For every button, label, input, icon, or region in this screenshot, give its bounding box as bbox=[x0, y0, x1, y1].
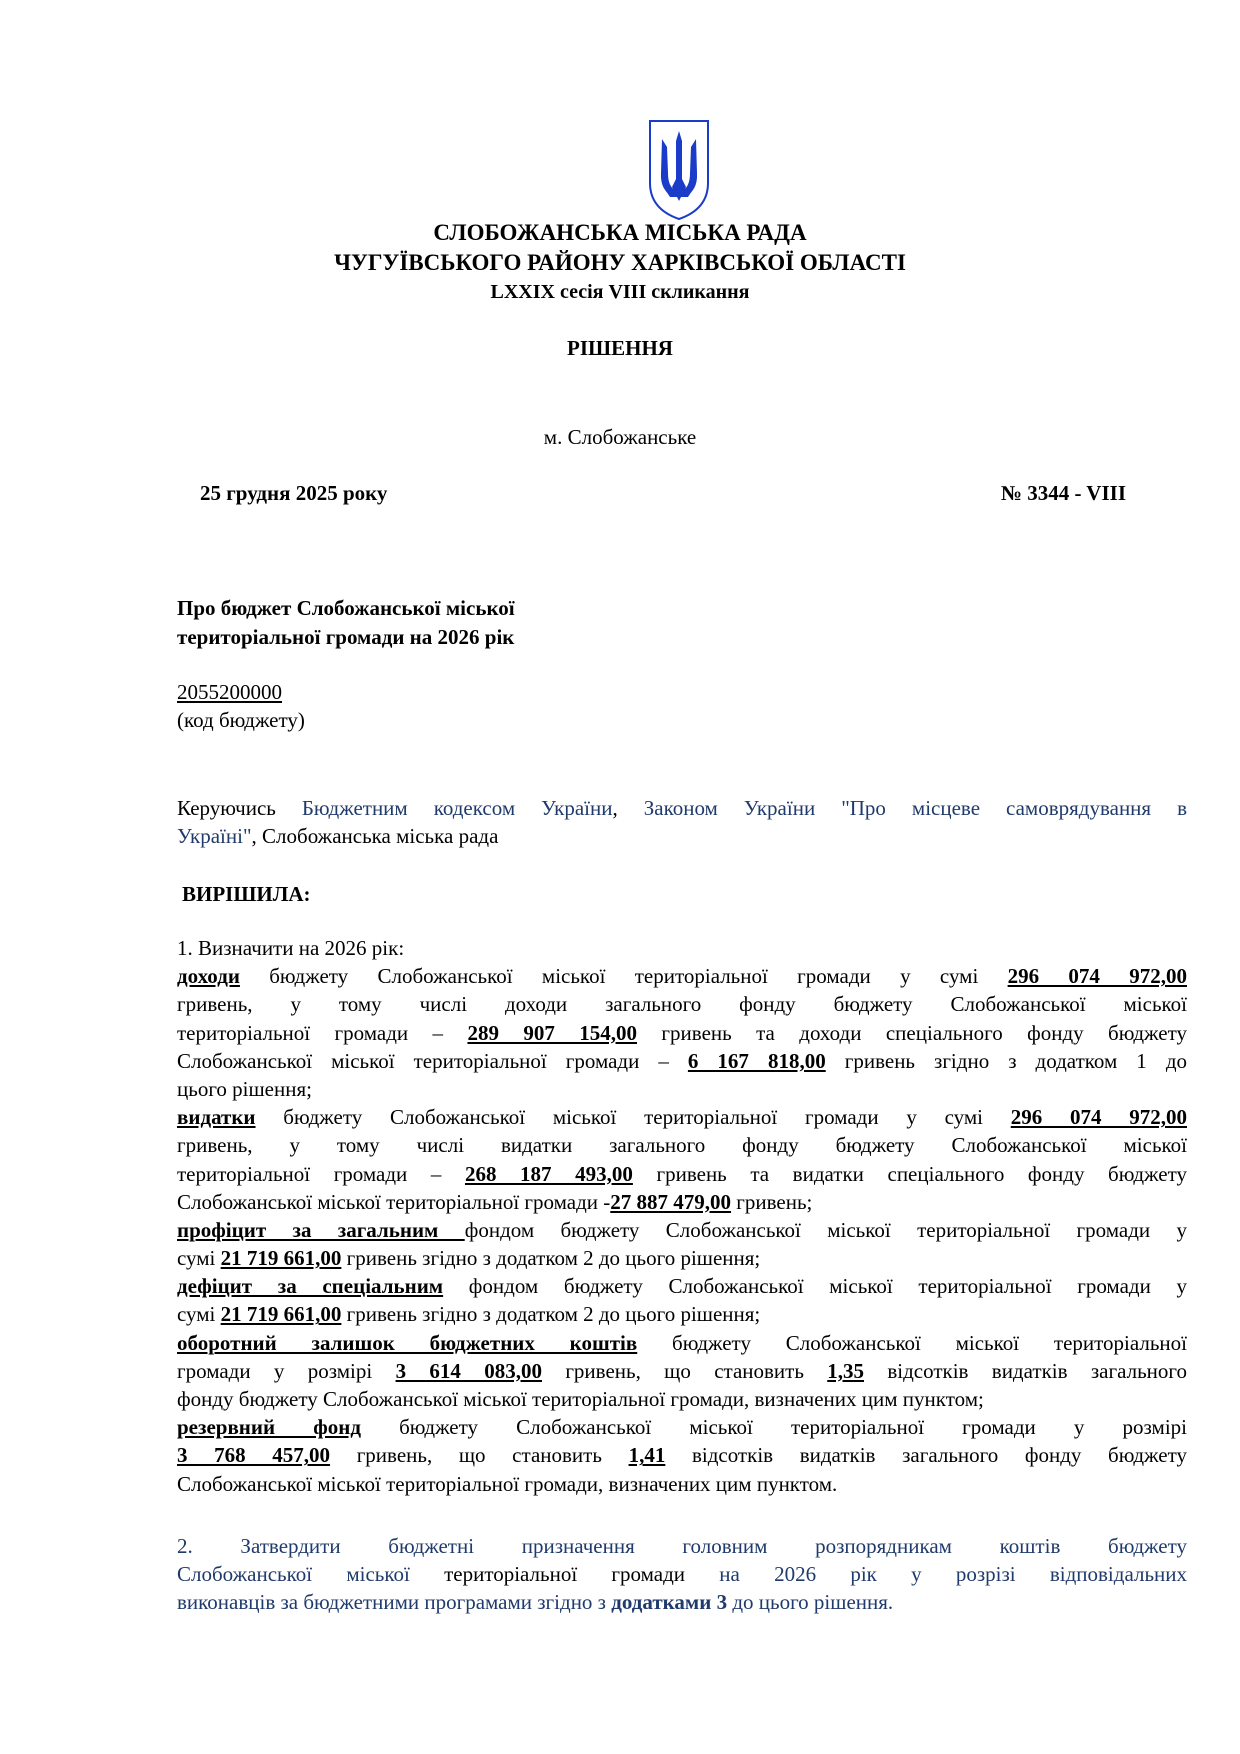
session-line: LXXIX сесія VIII скликання bbox=[490, 281, 750, 303]
revenue-line: доходи бюджету Слобожанської міської територіальної громади у сумі 296 074 972,00 bbox=[177, 964, 1187, 989]
deficit-line: дефіцит за спеціальним фондом бюджету Слобожанської міської територіальної громади у bbox=[177, 1274, 1187, 1299]
decided-heading: ВИРІШИЛА: bbox=[182, 882, 311, 906]
working-balance-line: оборотний залишок бюджетних коштів бюджету Слобожанської міської територіальної bbox=[177, 1330, 1187, 1355]
item-2: 2. Затвердити бюджетні призначення головним розпорядникам коштів бюджету Слобожанської міської територіальної громади на 2026 рік у розрізі відповідальних виконавців за бюджетними програмами згідно з додатками 3 до цього рішення. bbox=[177, 1534, 1187, 1615]
local-government-law-link-cont[interactable]: Україні" bbox=[177, 824, 252, 849]
decision-date: 25 грудня 2025 року bbox=[200, 481, 388, 505]
subject-line-1: Про бюджет Слобожанської міської bbox=[177, 596, 515, 620]
council-name: СЛОБОЖАНСЬКА МІСЬКА РАДА bbox=[433, 220, 807, 245]
district-name: ЧУГУЇВСЬКОГО РАЙОНУ ХАРКІВСЬКОЇ ОБЛАСТІ bbox=[334, 250, 906, 275]
budget-code: 2055200000 bbox=[177, 680, 282, 704]
reserve-line: резервний фонд бюджету Слобожанської міської територіальної громади у розмірі bbox=[177, 1415, 1187, 1440]
document-type: РІШЕННЯ bbox=[567, 336, 673, 360]
item-1: 1. Визначити на 2026 рік: доходи бюджету Слобожанської міської територіальної громади у сумі 296 074 972,00 гривень, у тому числі доходи загального фонду бюджету Слобожанської міської територіальної громади – 289 907 154,00 гривень та доходи спеціального фонду бюджету Слобожанської міської територіальної громади – 6 167 818,00 гривень згідно з додатком 1 до цього рішення; видатки бюджету Слобожанської міської територіальної громади у сумі 296 074 972,00 гривень, у тому числі видатки загального фонду бюджету Слобожанської міської територіальної громади – 268 187 493,00 гривень та видатки спеціального фонду бюджету Слобожанської міської територіальної громади -27 887 479,00 гривень; профіцит за загальним фондом бюджету Слобожанської міської територіальної громади у сумі 21 719 661,00 гривень згідно з додатком 2 до цього рішення; дефіцит за спеціальним фондом бюджету Слобожанської міської територіальної громади у сумі 21 719 661,00 гривень згідно з додатком 2 до цього рішення; оборотний залишок бюджетних коштів бюджету Слобожанської міської територіальної громади у розмірі 3 614 083,00 гривень, що становить 1,35 відсотків видатків загального фонду бюджету Слобожанської міської територіальної громади, визначених цим пунктом; резервний фонд бюджету Слобожанської міської територіальної громади у розмірі 3 768 457,00 гривень, що становить 1,41 відсотків видатків загального фонду бюджету Слобожанської міської територіальної громади, визначених цим пунктом. bbox=[177, 936, 1188, 1496]
item-1-intro: 1. Визначити на 2026 рік: bbox=[177, 936, 405, 960]
expenditure-line: видатки бюджету Слобожанської міської територіальної громади у сумі 296 074 972,00 bbox=[177, 1105, 1187, 1130]
budget-code-label: (код бюджету) bbox=[177, 708, 305, 732]
city-line: м. Слобожанське bbox=[543, 425, 697, 449]
local-government-law-link[interactable]: Законом України "Про місцеве самоврядування в bbox=[643, 796, 1187, 820]
decision-number: № 3344 - VIII bbox=[1000, 481, 1126, 505]
budget-code-link[interactable]: Бюджетним кодексом України bbox=[301, 796, 613, 820]
surplus-line: профіцит за загальним фондом бюджету Слобожанської міської територіальної громади у bbox=[177, 1217, 1187, 1242]
preamble: Керуючись Бюджетним кодексом України, Законом України "Про місцеве самоврядування в Україні", Слобожанська міська рада bbox=[177, 796, 1187, 849]
coat-of-arms-icon bbox=[646, 117, 712, 223]
subject-line-2: територіальної громади на 2026 рік bbox=[177, 625, 515, 649]
